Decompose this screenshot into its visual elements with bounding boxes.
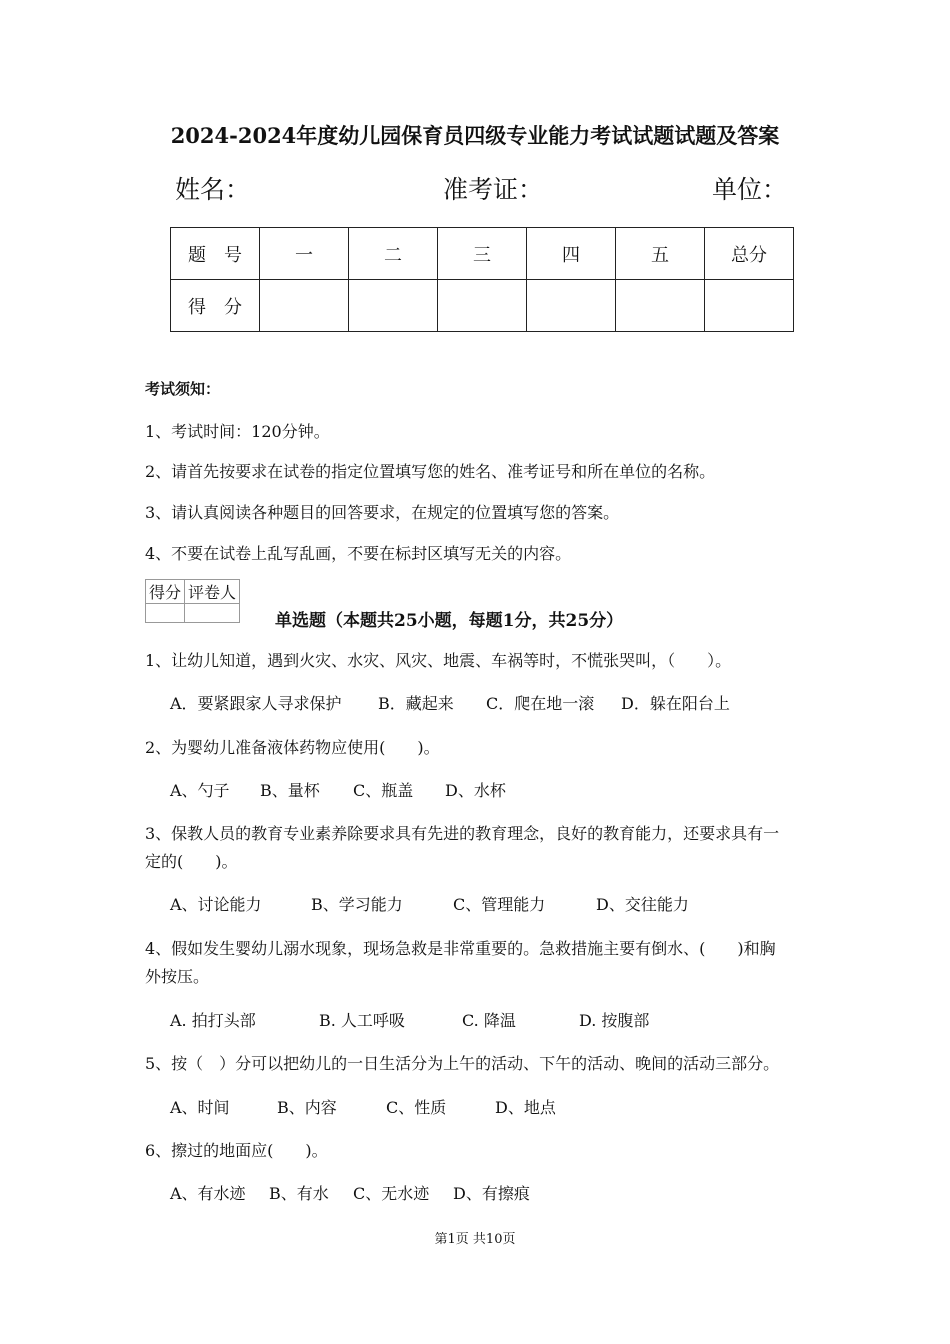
answer-option[interactable]: C、管理能力 <box>453 895 546 914</box>
question-stem: 6、擦过的地面应( )。 <box>145 1141 328 1160</box>
question-stem: 5、按（ ）分可以把幼儿的一日生活分为上午的活动、下午的活动、晚间的活动三部分。 <box>145 1054 780 1073</box>
score-cell[interactable] <box>705 280 794 332</box>
answer-option[interactable]: A. 拍打头部 <box>170 1011 256 1030</box>
grader-name-cell[interactable] <box>185 604 240 623</box>
answer-option[interactable]: B、学习能力 <box>311 895 403 914</box>
page-title: 2024-2024年度幼儿园保育员四级专业能力考试试题试题及答案 <box>170 123 780 148</box>
answer-option[interactable]: A、有水迹 <box>170 1184 246 1203</box>
score-table <box>170 227 794 332</box>
score-cell[interactable] <box>349 280 438 332</box>
exam-id-field-label: 准考证： <box>443 175 544 204</box>
question-stem-continued: 定的( )。 <box>145 852 238 871</box>
grader-score-label: 得分 <box>146 580 185 604</box>
page-footer: 第1页 共10页 <box>434 1232 516 1247</box>
question-stem-continued: 外按压。 <box>145 967 210 986</box>
notice-item: 3、请认真阅读各种题目的回答要求，在规定的位置填写您的答案。 <box>145 503 620 522</box>
notice-item: 1、考试时间：120分钟。 <box>145 422 330 441</box>
answer-option[interactable]: D．躲在阳台上 <box>621 694 730 713</box>
answer-option[interactable]: C、性质 <box>386 1098 447 1117</box>
score-cell[interactable] <box>260 280 349 332</box>
score-row-label: 得 分 <box>171 280 260 332</box>
answer-option[interactable]: D、水杯 <box>445 781 506 800</box>
question-stem: 4、假如发生婴幼儿溺水现象，现场急救是非常重要的。急救措施主要有倒水、( )和胸 <box>145 939 776 958</box>
notice-heading: 考试须知： <box>145 380 221 398</box>
answer-option[interactable]: D. 按腹部 <box>579 1011 650 1030</box>
answer-option[interactable]: B. 人工呼吸 <box>319 1011 405 1030</box>
answer-option[interactable]: B．藏起来 <box>378 694 454 713</box>
score-cell[interactable] <box>527 280 616 332</box>
section-title: 单选题（本题共25小题，每题1分，共25分） <box>275 611 624 631</box>
grader-box <box>145 579 240 623</box>
score-cell[interactable] <box>616 280 705 332</box>
grader-name-label: 评卷人 <box>185 580 240 604</box>
score-header-cell: 题 号 <box>171 228 260 280</box>
answer-option[interactable]: B、有水 <box>269 1184 329 1203</box>
score-table-score-row <box>171 280 794 332</box>
score-header-cell: 二 <box>349 228 438 280</box>
answer-option[interactable]: D、交往能力 <box>596 895 689 914</box>
answer-option[interactable]: A．要紧跟家人寻求保护 <box>170 694 342 713</box>
notice-item: 4、不要在试卷上乱写乱画，不要在标封区填写无关的内容。 <box>145 544 572 563</box>
grader-score-cell[interactable] <box>146 604 185 623</box>
answer-option[interactable]: D、有擦痕 <box>453 1184 530 1203</box>
question-stem: 3、保教人员的教育专业素养除要求具有先进的教育理念，良好的教育能力，还要求具有一 <box>145 824 780 843</box>
answer-option[interactable]: A、时间 <box>170 1098 230 1117</box>
answer-option[interactable]: A、勺子 <box>170 781 230 800</box>
name-field-label: 姓名： <box>175 175 251 204</box>
score-cell[interactable] <box>438 280 527 332</box>
answer-option[interactable]: A、讨论能力 <box>170 895 262 914</box>
answer-option[interactable]: B、内容 <box>277 1098 337 1117</box>
question-stem: 1、让幼儿知道，遇到火灾、水灾、风灾、地震、车祸等时，不慌张哭叫，（ ）。 <box>145 651 732 670</box>
unit-field-label: 单位： <box>712 175 788 204</box>
notice-item: 2、请首先按要求在试卷的指定位置填写您的姓名、准考证号和所在单位的名称。 <box>145 462 716 481</box>
answer-option[interactable]: C．爬在地一滚 <box>486 694 595 713</box>
score-header-cell: 一 <box>260 228 349 280</box>
answer-option[interactable]: D、地点 <box>495 1098 556 1117</box>
score-header-cell: 三 <box>438 228 527 280</box>
question-stem: 2、为婴幼儿准备液体药物应使用( )。 <box>145 738 440 757</box>
answer-option[interactable]: C. 降温 <box>462 1011 516 1030</box>
score-header-cell: 总分 <box>705 228 794 280</box>
answer-option[interactable]: C、无水迹 <box>353 1184 430 1203</box>
score-header-cell: 五 <box>616 228 705 280</box>
score-header-cell: 四 <box>527 228 616 280</box>
answer-option[interactable]: C、瓶盖 <box>353 781 414 800</box>
answer-option[interactable]: B、量杯 <box>260 781 320 800</box>
score-table-header-row <box>171 228 794 280</box>
